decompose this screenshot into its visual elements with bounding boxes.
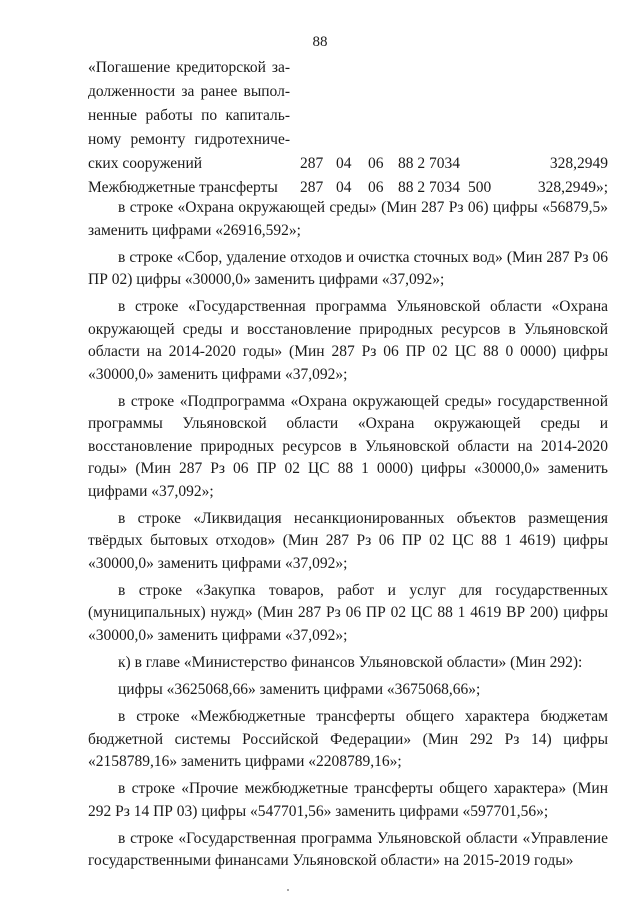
row-name-line: ненные работы по капиталь- [88, 107, 290, 124]
vr-code: 500 [468, 179, 492, 196]
paragraph: цифры «3625068,66» заменить цифрами «3675068,66»; [118, 681, 481, 699]
table-row [88, 56, 608, 80]
budget-table [88, 56, 608, 200]
cs-code: 88 2 7034 [398, 179, 460, 196]
min-code: 287 [300, 155, 324, 172]
pr-code: 06 [368, 155, 384, 172]
rz-code: 04 [336, 179, 352, 196]
row-name-line: долженности за ранее выпол- [88, 83, 290, 100]
scan-speck [287, 889, 289, 891]
paragraph: в строке «Закупка товаров, работ и услуг для государственных (муниципальных) нужд» (Мин 287 Рз 06 ПР 02 ЦС 88 1 4619 ВР 200) цифры «30000,0» заменить цифрами «37,092»; [88, 581, 608, 644]
amount: 328,2949»; [537, 179, 608, 196]
paragraph: в строке «Прочие межбюджетные трансферты общего характера» (Мин 292 Рз 14 ПР 03) цифры «547701,56» заменить цифрами «597701,56»; [88, 780, 608, 820]
paragraph: в строке «Подпрограмма «Охрана окружающей среды» государственной программы Ульяновской области «Охрана окружающей среды и восстановление природных ресурсов в Ульяновской области на 2014-2020 годы» (Мин 287 Рз 06 ПР 02 ЦС 88 1 0000) цифры «30000,0» заменить цифрами «37,092»; [88, 392, 608, 500]
table-row [88, 152, 608, 176]
paragraph: в строке «Охрана окружающей среды» (Мин 287 Рз 06) цифры «56879,5» заменить цифрами «26916,592»; [88, 199, 608, 239]
page-number: 88 [312, 34, 328, 50]
table-row [88, 80, 608, 104]
row-name-line: «Погашение кредиторской за- [88, 59, 290, 76]
min-code: 287 [300, 179, 324, 196]
paragraph: в строке «Государственная программа Ульяновской области «Управление государственными финансами Ульяновской области» на 2015-2019 годы» [88, 829, 608, 870]
table-row [88, 128, 608, 152]
paragraph: в строке «Сбор, удаление отходов и очистка сточных вод» (Мин 287 Рз 06 ПР 02) цифры «30000,0» заменить цифрами «37,092»; [88, 248, 608, 289]
pr-code: 06 [368, 179, 384, 196]
row-name: Межбюджетные трансферты [88, 179, 278, 196]
amendments-text [88, 197, 608, 878]
paragraph: в строке «Государственная программа Ульяновской области «Охрана окружающей среды и восстановление природных ресурсов в Ульяновской области на 2014-2020 годы» (Мин 287 Рз 06 ПР 02 ЦС 88 0 0000) цифры «30000,0» заменить цифрами «37,092»; [88, 298, 608, 383]
paragraph: к) в главе «Министерство финансов Ульяновской области» (Мин 292): [118, 654, 583, 672]
table-row [88, 104, 608, 128]
row-name-line: ному ремонту гидротехниче- [88, 131, 290, 148]
amount: 328,2949 [549, 155, 608, 172]
row-name-line: ских сооружений [88, 155, 203, 172]
paragraph: в строке «Межбюджетные трансферты общего характера бюджетам бюджетной системы Российской Федерации» (Мин 292 Рз 14) цифры «2158789,16» заменить цифрами «2208789,16»; [88, 708, 608, 771]
cs-code: 88 2 7034 [398, 155, 460, 172]
rz-code: 04 [336, 155, 352, 172]
paragraph: в строке «Ликвидация несанкционированных объектов размещения твёрдых бытовых отходов» (Мин 287 Рз 06 ПР 02 ЦС 88 1 4619) цифры «30000,0» заменить цифрами «37,092»; [88, 509, 608, 572]
